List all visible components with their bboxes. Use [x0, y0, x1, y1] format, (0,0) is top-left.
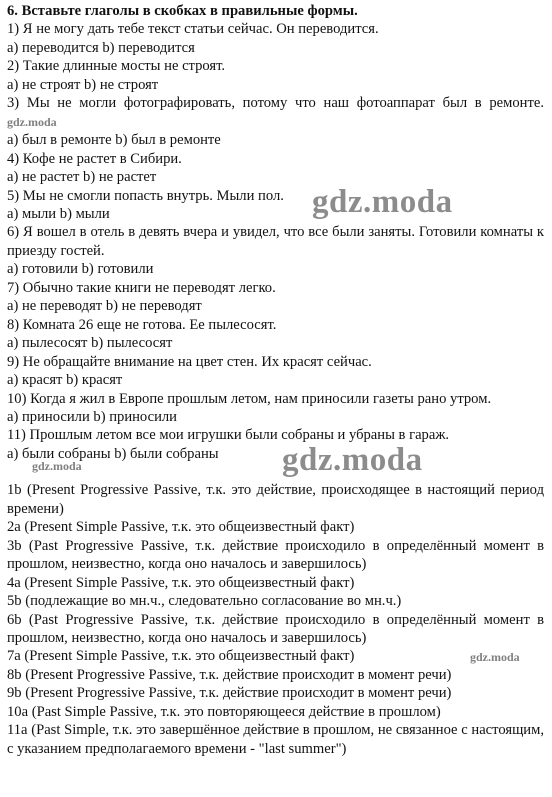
- item-9-options: а) красят b) красят: [7, 372, 123, 389]
- item-5-sentence: 5) Мы не смогли попасть внутрь. Мыли пол.: [7, 187, 284, 204]
- item-11-options: а) были собраны b) были собраны: [7, 445, 219, 462]
- exercise-title: 6. Вставьте глаголы в скобках в правильные формы.: [7, 3, 358, 19]
- exercise-items: [7, 20, 544, 463]
- item-6-sentence: 6) Я вошел в отель в девять вчера и увидел, что все были заняты. Готовили комнаты к приезду гостей.: [7, 224, 544, 259]
- item-3-sentence: [7, 94, 544, 131]
- item-3-options: а) был в ремонте b) был в ремонте: [7, 132, 221, 149]
- item-4-options: а) не растет b) не растет: [7, 169, 157, 186]
- item-10-sentence: 10) Когда я жил в Европе прошлым летом, нам приносили газеты рано утром.: [7, 390, 492, 407]
- item-9-sentence: 9) Не обращайте внимание на цвет стен. Их красят сейчас.: [7, 353, 372, 370]
- item-2-options: а) не строят b) не строят: [7, 76, 159, 93]
- item-2-sentence: 2) Такие длинные мосты не строят.: [7, 58, 226, 75]
- item-10-options: а) приносили b) приносили: [7, 408, 177, 425]
- answer-6: 6b (Past Progressive Passive, т.к. действие происходило в определённый момент в прошлом, неизвестно, когда оно началось и завершилось): [7, 611, 544, 646]
- answer-4: 4a (Present Simple Passive, т.к. это общеизвестный факт): [7, 574, 355, 591]
- answer-2: 2a (Present Simple Passive, т.к. это общеизвестный факт): [7, 519, 355, 536]
- item-1-sentence: 1) Я не могу дать тебе текст статьи сейчас. Он переводится.: [7, 21, 379, 38]
- answer-5: 5b (подлежащие во мн.ч., следовательно согласование во мн.ч.): [7, 593, 402, 610]
- watermark-small-right: gdz.moda: [470, 650, 520, 664]
- answers-section: [7, 481, 544, 758]
- answer-11: 11a (Past Simple, т.к. это завершённое действие в прошлом, не связанное с настоящим, с указанием предполагаемого времени - "last summer"): [7, 722, 544, 757]
- exercise-document: [7, 2, 544, 758]
- item-8-options: а) пылесосят b) пылесосят: [7, 335, 173, 352]
- item-11-sentence: 11) Прошлым летом все мои игрушки были собраны и убраны в гараж.: [7, 427, 450, 444]
- watermark-large-middle: gdz.moda: [282, 442, 423, 478]
- answer-1: 1b (Present Progressive Passive, т.к. это действие, происходящее в настоящий период времени): [7, 482, 544, 517]
- item-3-text: 3) Мы не могли фотографировать, потому что наш фотоаппарат был в ремонте.: [7, 95, 544, 112]
- answer-10: 10a (Past Simple Passive, т.к. это повторяющееся действие в прошлом): [7, 703, 441, 720]
- answer-8: 8b (Present Progressive Passive, т.к. действие происходит в момент речи): [7, 666, 452, 683]
- answer-9: 9b (Present Progressive Passive, т.к. действие происходит в момент речи): [7, 685, 452, 702]
- item-4-sentence: 4) Кофе не растет в Сибири.: [7, 150, 182, 167]
- watermark-large-top: gdz.moda: [312, 184, 453, 220]
- item-7-sentence: 7) Обычно такие книги не переводят легко.: [7, 279, 276, 296]
- item-5-options: а) мыли b) мыли: [7, 205, 110, 222]
- item-6-options: а) готовили b) готовили: [7, 261, 154, 278]
- watermark-small-left: gdz.moda: [32, 459, 82, 473]
- answer-7: 7a (Present Simple Passive, т.к. это общеизвестный факт): [7, 648, 355, 665]
- item-7-options: а) не переводят b) не переводят: [7, 298, 202, 315]
- answer-3: 3b (Past Progressive Passive, т.к. действие происходило в определённый момент в прошлом, неизвестно, когда оно началось и завершилось): [7, 537, 544, 573]
- watermark-inline: gdz.moda: [7, 114, 57, 129]
- item-1-options: а) переводится b) переводится: [7, 39, 195, 56]
- item-8-sentence: 8) Комната 26 еще не готова. Ее пылесосят.: [7, 316, 277, 333]
